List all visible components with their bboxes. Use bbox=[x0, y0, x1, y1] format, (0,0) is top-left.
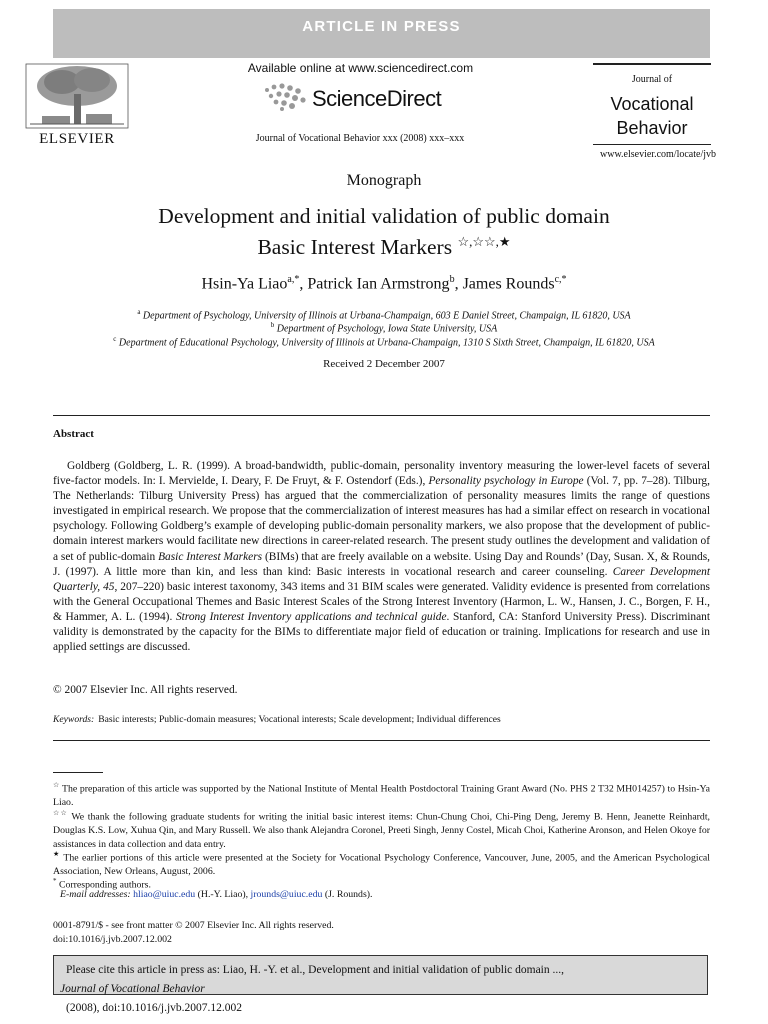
abstract-italic: Career Development Quarterly, 45 bbox=[53, 565, 710, 593]
footnote-mark: ☆ bbox=[53, 781, 60, 789]
footnote bbox=[53, 779, 710, 810]
email-addresses bbox=[53, 888, 717, 902]
abstract-part: Goldberg (Goldberg, L. R. (1999). A broad-bandwidth, public-domain, personality inventory measuring the lower-level facets of several five-factor models. In: I. Mervielde, I. Deary, F. De Fruyt, & F. Ostendorf (Eds.), bbox=[53, 460, 710, 488]
journal-box-of: Journal of bbox=[631, 74, 673, 85]
abstract-part: , 207–220) basic interest taxonomy, 343 items and 31 BIM scales were generated. Validity evidence is presented from correlations with the General Occupational Themes and Basic Interest Scales of the Strong Interest Inventory (Harmon, L. W., Hansen, J. C., Borgen, F. H., & Hammer, A. L. (1994). bbox=[53, 580, 710, 623]
keywords bbox=[53, 714, 501, 725]
title-footnote-marks[interactable]: ☆,☆☆,★ bbox=[457, 234, 511, 249]
affiliation bbox=[30, 308, 738, 321]
issn-line: 0001-8791/$ - see front matter © 2007 Elsevier Inc. All rights reserved. bbox=[53, 920, 334, 931]
affiliation-sup: a bbox=[137, 308, 141, 316]
email-label: E-mail addresses: bbox=[60, 889, 131, 900]
affiliation-text: Department of Educational Psychology, University of Illinois at Urbana-Champaign, 1310 S Sixth Street, Champaign, IL 61820, USA bbox=[118, 337, 655, 349]
cite-part: (2008), doi:10.1016/j.jvb.2007.12.002 bbox=[66, 1002, 243, 1014]
abstract-top-rule bbox=[53, 415, 710, 416]
abstract-text bbox=[53, 459, 710, 655]
abstract-part: (BIMs) that are freely available on a website. Using Day and Rounds’ (Day, Susan. X, & Rounds, J. (1997). A little more than kin, and less than kind: Basic interests in vocational research and career counseling. bbox=[53, 550, 710, 578]
cite-text bbox=[54, 956, 707, 1022]
title-line1: Development and initial validation of public domain bbox=[158, 204, 610, 228]
affiliation-text: Department of Psychology, University of Illinois at Urbana-Champaign, 603 E Daniel Street, Champaign, IL 61820, USA bbox=[142, 310, 631, 322]
article-in-press-banner bbox=[53, 9, 710, 58]
footnote bbox=[53, 807, 710, 851]
email-link[interactable]: hliao@uiuc.edu bbox=[133, 889, 196, 900]
abstract-italic: Strong Interest Inventory applications and technical guide bbox=[175, 610, 447, 623]
publisher-name: ELSEVIER bbox=[39, 131, 115, 147]
title-line2-text: Basic Interest Markers bbox=[257, 235, 453, 260]
cite-part: Please cite this article in press as: Liao, H. -Y. et al., Development and initial validation of public domain ..., bbox=[66, 964, 564, 976]
available-online-text: Available online at www.sciencedirect.com bbox=[247, 61, 474, 75]
affiliation-sup: b bbox=[270, 321, 275, 329]
article-type: Monograph bbox=[346, 172, 422, 189]
abstract-part: . Stanford, CA: Stanford University Press). Discriminant validity is demonstrated by the capacity for the BIMs to differentiate major field of education or training. Implications for research and use in applied settings are discussed. bbox=[53, 610, 710, 654]
journal-name-line1: Vocational bbox=[610, 94, 694, 114]
email-owner: (H.-Y. Liao), bbox=[195, 889, 251, 900]
cite-journal: Journal of Vocational Behavior bbox=[60, 983, 205, 995]
title-line2 bbox=[60, 229, 708, 260]
abstract-italic: Personality psychology in Europe bbox=[428, 475, 584, 488]
footnote-text: Corresponding authors. bbox=[58, 879, 151, 891]
author-sup[interactable]: b bbox=[449, 274, 455, 285]
journal-name-line2: Behavior bbox=[616, 118, 688, 138]
affiliation-sup: c bbox=[113, 335, 117, 343]
journal-citation-line: Journal of Vocational Behavior xxx (2008) xxx–xxx bbox=[255, 133, 465, 144]
author-name: Patrick Ian Armstrong bbox=[307, 275, 450, 293]
abstract-heading: Abstract bbox=[53, 428, 94, 440]
author-name: Hsin-Ya Liao bbox=[201, 275, 288, 293]
email-link[interactable]: jrounds@uiuc.edu bbox=[250, 889, 323, 900]
journal-box-bottom-rule bbox=[593, 144, 711, 145]
abstract-bottom-rule bbox=[53, 740, 710, 741]
keywords-label: Keywords: bbox=[53, 714, 95, 725]
footnote-mark: * bbox=[53, 877, 57, 885]
author-sup[interactable]: a,* bbox=[287, 274, 300, 285]
affiliation bbox=[30, 335, 738, 348]
journal-url[interactable]: www.elsevier.com/locate/jvb bbox=[600, 149, 716, 160]
copyright-notice: © 2007 Elsevier Inc. All rights reserved. bbox=[53, 684, 238, 696]
email-owner: (J. Rounds). bbox=[322, 889, 373, 900]
abstract-part: (Vol. 7, pp. 7–28). Tilburg, The Netherlands: Tilburg University Press) has argued that the commercialization of personality measures limits the range of questions investigated in empirical research. We propose that the commercialization of interest measures has had a similar effect on research in vocational psychology. Following Goldberg’s example of developing public-domain personality markers, we also propose that the development of public-domain interest markers would facilitate new directions in career-related research. The present study outlines the development and validation of a set of public-domain bbox=[53, 475, 710, 563]
received-date: Received 2 December 2007 bbox=[323, 358, 445, 370]
author-sup[interactable]: c,* bbox=[554, 274, 567, 285]
footnote-text: The earlier portions of this article were presented at the Society for Vocational Psychology Conference, Vancouver, June, 2005, and the American Psychological Association, New Orleans, August, 2006. bbox=[53, 852, 710, 877]
affiliation-text: Department of Psychology, Iowa State University, USA bbox=[276, 323, 498, 335]
doi-line[interactable]: doi:10.1016/j.jvb.2007.12.002 bbox=[53, 934, 172, 945]
author-name: James Rounds bbox=[462, 275, 555, 293]
abstract-italic: Basic Interest Markers bbox=[158, 550, 263, 563]
cite-article-box bbox=[53, 955, 708, 1014]
sciencedirect-logo-text: ScienceDirect bbox=[312, 86, 442, 111]
footnote-mark: ★ bbox=[53, 850, 61, 858]
journal-box-top-rule bbox=[593, 63, 711, 65]
footnote-text: We thank the following graduate students for writing the initial basic interest items: Chun-Chung Choi, Chi-Ping Deng, Jeremy B. Henn, Jeanette Reinhardt, Douglas K.S. Low, Xuhua Qin, and Mary Russell. We also thank Alejandra Coronel, Preeti Singh, Jenny Costel, Micah Choi, Katherine Aronson, and Helen Okoye for assistances in data collection and data entry. bbox=[53, 811, 710, 850]
banner-text: ARTICLE IN PRESS bbox=[302, 18, 461, 35]
sciencedirect-dots-icon bbox=[262, 82, 312, 112]
footnote-mark: ☆☆ bbox=[53, 809, 68, 817]
footnote-text: The preparation of this article was supported by the National Institute of Mental Health Postdoctoral Training Grant Award (No. PHS 2 T32 MH014257) to Hsin-Ya Liao. bbox=[53, 783, 710, 808]
author-list: Hsin-Ya Liao$^{a,*}$, Patrick Ian Armstrong$^b$, James Rounds$^{c,*}$ bbox=[201, 274, 567, 293]
article-title bbox=[60, 203, 708, 260]
affiliation bbox=[30, 321, 738, 334]
keywords-list: Basic interests; Public-domain measures; Vocational interests; Scale development; Individual differences bbox=[98, 714, 501, 725]
footnote-rule bbox=[53, 772, 103, 773]
journal-box-name bbox=[593, 92, 711, 140]
